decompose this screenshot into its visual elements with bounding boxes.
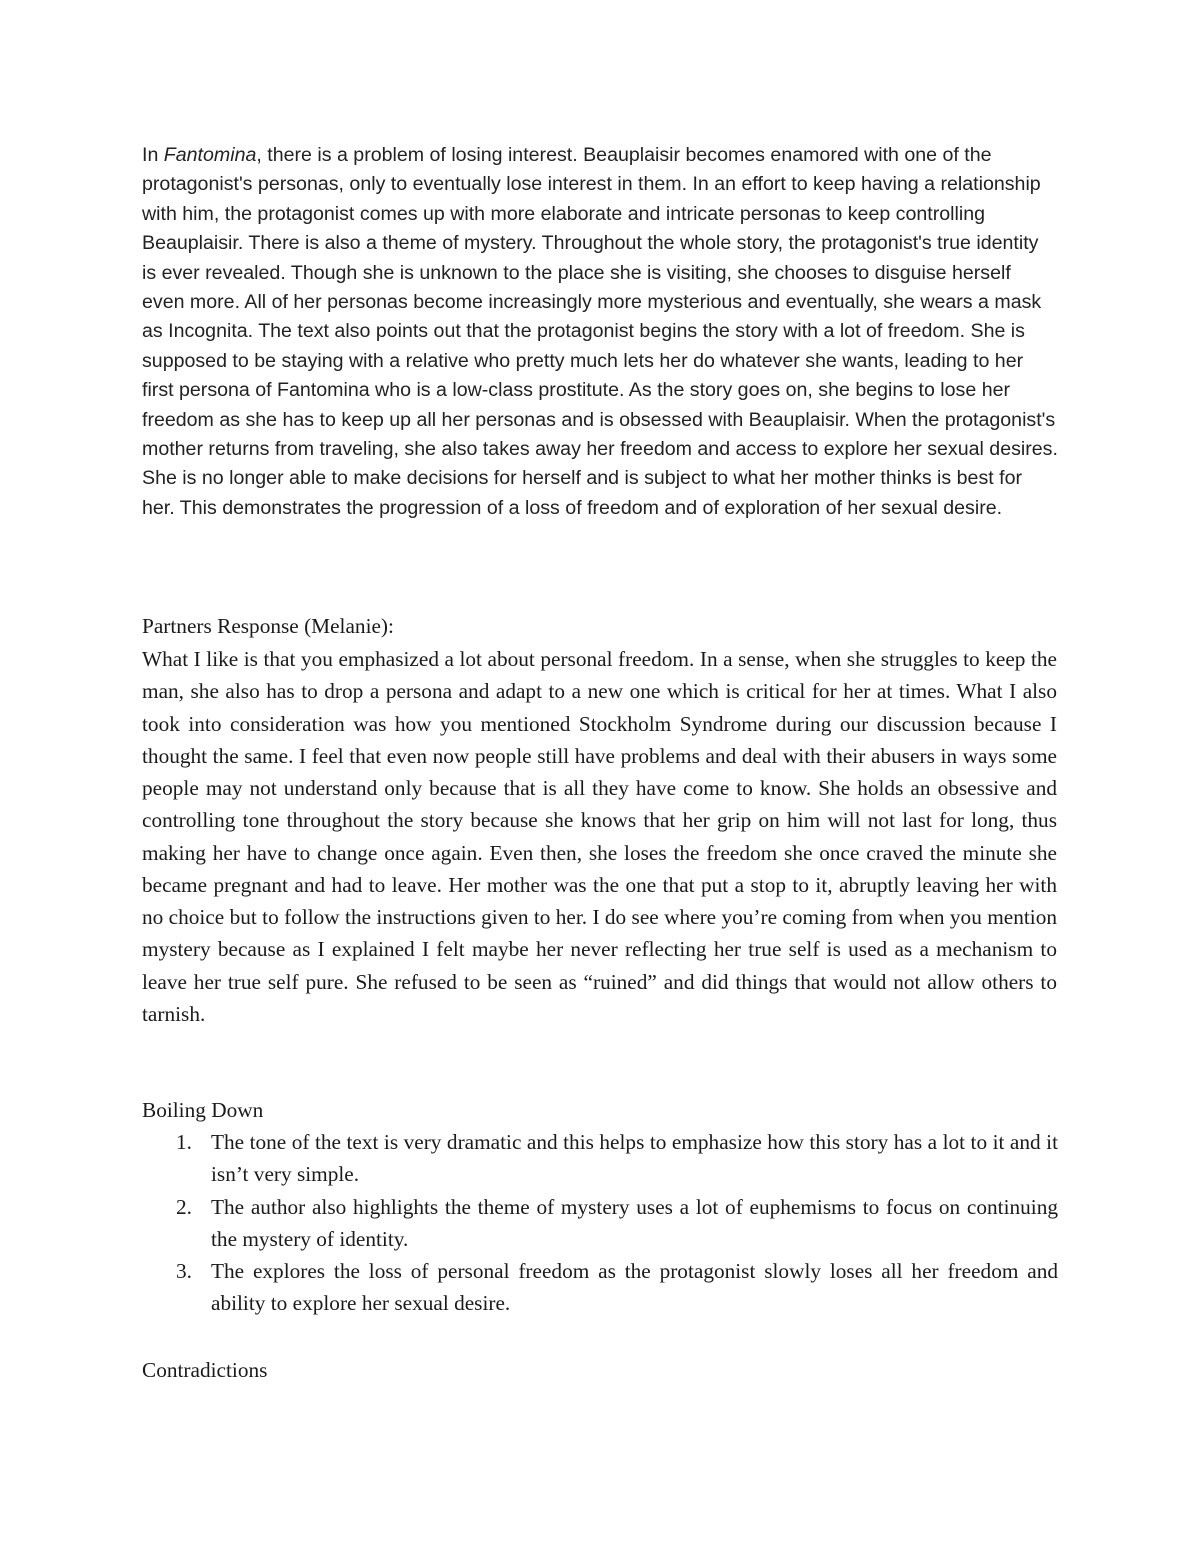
essay-body: , there is a problem of losing interest. Beauplaisir becomes enamored with one of the protagonist's personas, only to eventually lose interest in them. In an effort to keep having a relationship with him, the protagonist comes up with more elaborate and intricate personas to keep controlling Beauplaisir. There is also a theme of mystery. Throughout the whole story, the protagonist's true identity is ever revealed. Though she is unknown to the place she is visiting, she chooses to disguise herself even more. All of her personas become increasingly more mysterious and eventually, she wears a mask as Incognita. The text also points out that the protagonist begins the story with a lot of freedom. She is supposed to be staying with a relative who pretty much lets her do whatever she wants, leading to her first persona of Fantomina who is a low-class prostitute. As the story goes on, she begins to lose her freedom as she has to keep up all her personas and is obsessed with Beauplaisir. When the protagonist's mother returns from traveling, she also takes away her freedom and access to explore her sexual desires. She is no longer able to make decisions for herself and is subject to what her mother thinks is best for her. This demonstrates the progression of a loss of freedom and of exploration of her sexual desire. xyxy=(142,144,1058,519)
essay-lead-pre: In xyxy=(142,144,164,166)
list-item-number: 1. xyxy=(176,1130,192,1154)
boiling-down-list xyxy=(142,1126,1058,1320)
list-item-number: 2. xyxy=(176,1194,192,1219)
list-item-text: The author also highlights the theme of mystery uses a lot of euphemisms to focus on continuing the mystery of identity. xyxy=(211,1194,1058,1251)
partner-response-heading: Partners Response (Melanie): xyxy=(142,614,394,638)
list-item xyxy=(142,1191,1058,1256)
essay-paragraph xyxy=(142,141,1058,523)
essay-text xyxy=(142,141,1058,523)
list-item-text: The tone of the text is very dramatic and this helps to emphasize how this story has a lot to it and it isn’t very simple. xyxy=(211,1130,1058,1187)
boiling-down-heading: Boiling Down xyxy=(142,1098,264,1122)
list-item xyxy=(142,1126,1058,1191)
list-item-text: The explores the loss of personal freedom as the protagonist slowly loses all her freedom and ability to explore her sexual desire. xyxy=(211,1259,1058,1316)
work-title: Fantomina xyxy=(163,144,257,166)
contradictions-heading: Contradictions xyxy=(142,1358,268,1382)
list-item xyxy=(142,1255,1058,1320)
list-item-number: 3. xyxy=(176,1259,192,1284)
partner-response-body: What I like is that you emphasized a lot about personal freedom. In a sense, when she struggles to keep the man, she also has to drop a persona and adapt to a new one which is critical for her at times. What I also took into consideration was how you mentioned Stockholm Syndrome during our discussion because I thought the same. I feel that even now people still have problems and deal with their abusers in ways some people may not understand only because that is all they have come to know. She holds an obsessive and controlling tone throughout the story because she knows that her grip on him will not last for long, thus making her have to change once again. Even then, she loses the freedom she once craved the minute she became pregnant and had to leave. Her mother was the one that put a stop to it, abruptly leaving her with no choice but to follow the instructions given to her. I do see where you’re coming from when you mention mystery because as I explained I felt maybe her never reflecting her true self is used as a mechanism to leave her true self pure. She refused to be seen as “ruined” and did things that would not allow others to tarnish. xyxy=(142,647,1057,1026)
